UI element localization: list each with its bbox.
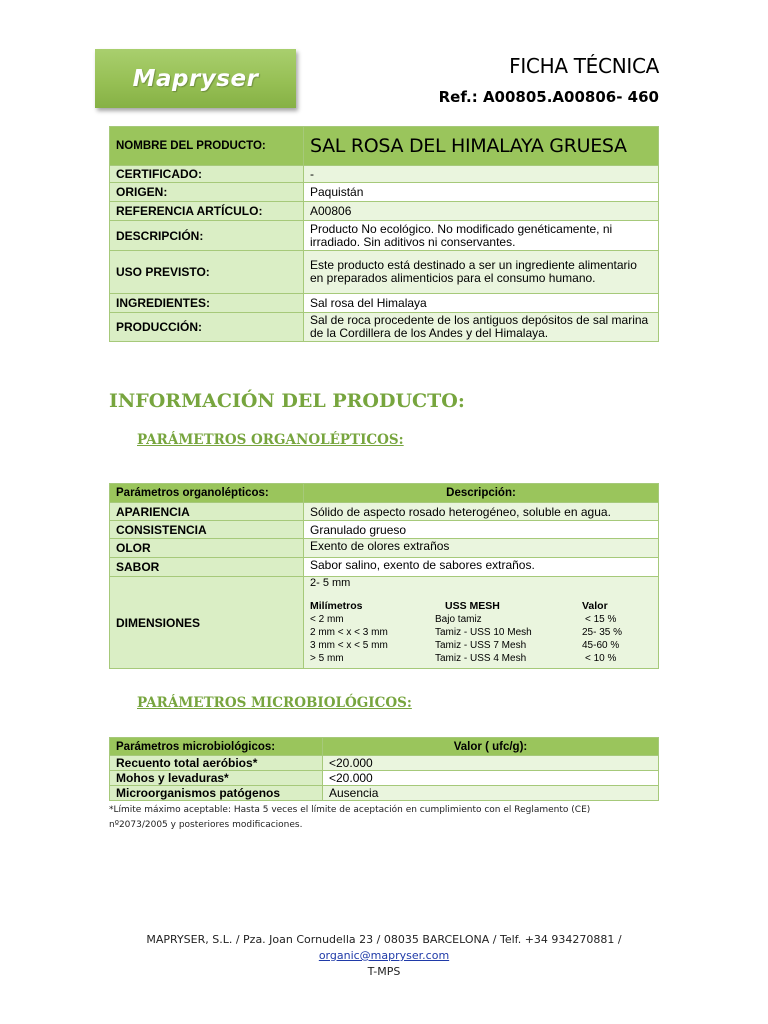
footer-code: T-MPS [367, 965, 401, 978]
row-value: Sal de roca procedente de los antiguos depósitos de sal marina de la Cordillera de los Andes y del Himalaya. [304, 313, 659, 342]
dim-value: 45-60 % [582, 640, 620, 651]
organoleptic-title: PARÁMETROS ORGANOLÉPTICOS: [137, 432, 404, 448]
footnote-line: nº2073/2005 y posteriores modificaciones. [109, 820, 303, 830]
footnote-line: *Límite máximo aceptable: Hasta 5 veces el límite de aceptación en cumplimiento con el Reglamento (CE) [109, 805, 591, 815]
row-value: <20.000 [323, 756, 659, 771]
dimensions-range: 2- 5 mm [310, 577, 351, 589]
table-row [110, 251, 659, 294]
row-value: <20.000 [323, 771, 659, 786]
row-label: OLOR [110, 539, 304, 558]
row-label: REFERENCIA ARTÍCULO: [110, 202, 304, 221]
table-row [110, 521, 659, 539]
table-row [110, 786, 659, 801]
row-label: ORIGEN: [110, 183, 304, 202]
row-value: Granulado grueso [304, 521, 659, 539]
logo-text: Mapryser [132, 65, 259, 92]
table-row [110, 202, 659, 221]
dimensions-header [310, 600, 652, 613]
company-logo [95, 49, 296, 108]
page-footer [0, 932, 768, 980]
row-label: CONSISTENCIA [110, 521, 304, 539]
dimensions-row [110, 577, 659, 669]
dim-mm: 3 mm < x < 5 mm [310, 640, 388, 651]
table-row [110, 771, 659, 786]
product-name-row [110, 127, 659, 166]
dim-mm: < 2 mm [310, 614, 344, 625]
dimensions-item [310, 639, 652, 652]
column-header: Valor ( ufc/g): [323, 738, 659, 756]
table-row [110, 756, 659, 771]
footnote [109, 803, 669, 833]
dim-header: USS MESH [445, 600, 500, 612]
table-header-row [110, 484, 659, 503]
table-row [110, 503, 659, 521]
dim-value: < 10 % [585, 653, 617, 664]
dim-mesh: Tamiz - USS 4 Mesh [435, 653, 527, 664]
column-header: Descripción: [304, 484, 659, 503]
row-label: CERTIFICADO: [110, 166, 304, 183]
table-row [110, 183, 659, 202]
row-value: Exento de olores extraños [304, 539, 659, 558]
dimensions-item [310, 652, 652, 665]
dimensions-cell [304, 577, 659, 669]
table-header-row [110, 738, 659, 756]
row-label: Microorganismos patógenos [110, 786, 323, 801]
row-label: INGREDIENTES: [110, 294, 304, 313]
dim-mesh: Bajo tamiz [435, 614, 482, 625]
document-reference: Ref.: A00805.A00806- 460 [438, 88, 659, 106]
row-value: Sólido de aspecto rosado heterogéneo, soluble en agua. [304, 503, 659, 521]
dim-mm: > 5 mm [310, 653, 344, 664]
document-title: FICHA TÉCNICA [509, 54, 659, 78]
row-value: Paquistán [304, 183, 659, 202]
dim-value: < 15 % [585, 614, 617, 625]
table-row [110, 539, 659, 558]
row-label: APARIENCIA [110, 503, 304, 521]
table-row [110, 313, 659, 342]
dimensions-item [310, 613, 652, 626]
row-value: - [304, 166, 659, 183]
row-label: Recuento total aeróbios* [110, 756, 323, 771]
row-value: Sabor salino, exento de sabores extraños. [304, 558, 659, 577]
dim-mesh: Tamiz - USS 10 Mesh [435, 627, 532, 638]
product-name-label: NOMBRE DEL PRODUCTO: [110, 127, 304, 166]
row-label: USO PREVISTO: [110, 251, 304, 294]
row-value: Sal rosa del Himalaya [304, 294, 659, 313]
organoleptic-table [109, 483, 659, 669]
row-value: Producto No ecológico. No modificado genéticamente, ni irradiado. Sin aditivos ni conservantes. [304, 221, 659, 251]
dim-mesh: Tamiz - USS 7 Mesh [435, 640, 527, 651]
table-row [110, 221, 659, 251]
row-value: Este producto está destinado a ser un ingrediente alimentario en preparados alimenticios para el consumo humano. [304, 251, 659, 294]
footer-email-link[interactable]: organic@mapryser.com [318, 949, 450, 962]
dim-header: Milímetros [310, 600, 363, 612]
row-label: Mohos y levaduras* [110, 771, 323, 786]
table-row [110, 558, 659, 577]
dim-header: Valor [582, 600, 608, 612]
microbiological-table [109, 737, 659, 801]
row-label: SABOR [110, 558, 304, 577]
section-title: INFORMACIÓN DEL PRODUCTO: [109, 390, 465, 412]
footer-address: MAPRYSER, S.L. / Pza. Joan Cornudella 23 / 08035 BARCELONA / Telf. +34 934270881 / [146, 933, 622, 946]
dim-mm: 2 mm < x < 3 mm [310, 627, 388, 638]
dimensions-grid [310, 577, 652, 665]
product-name-value: SAL ROSA DEL HIMALAYA GRUESA [304, 127, 659, 166]
column-header: Parámetros microbiológicos: [110, 738, 323, 756]
row-label: DIMENSIONES [110, 577, 304, 669]
row-label: DESCRIPCIÓN: [110, 221, 304, 251]
product-info-table [109, 126, 659, 342]
dim-value: 25- 35 % [582, 627, 623, 638]
row-value: A00806 [304, 202, 659, 221]
dimensions-item [310, 626, 652, 639]
table-row [110, 166, 659, 183]
row-label: PRODUCCIÓN: [110, 313, 304, 342]
column-header: Parámetros organolépticos: [110, 484, 304, 503]
table-row [110, 294, 659, 313]
row-value: Ausencia [323, 786, 659, 801]
microbiological-title: PARÁMETROS MICROBIOLÓGICOS: [137, 695, 412, 711]
